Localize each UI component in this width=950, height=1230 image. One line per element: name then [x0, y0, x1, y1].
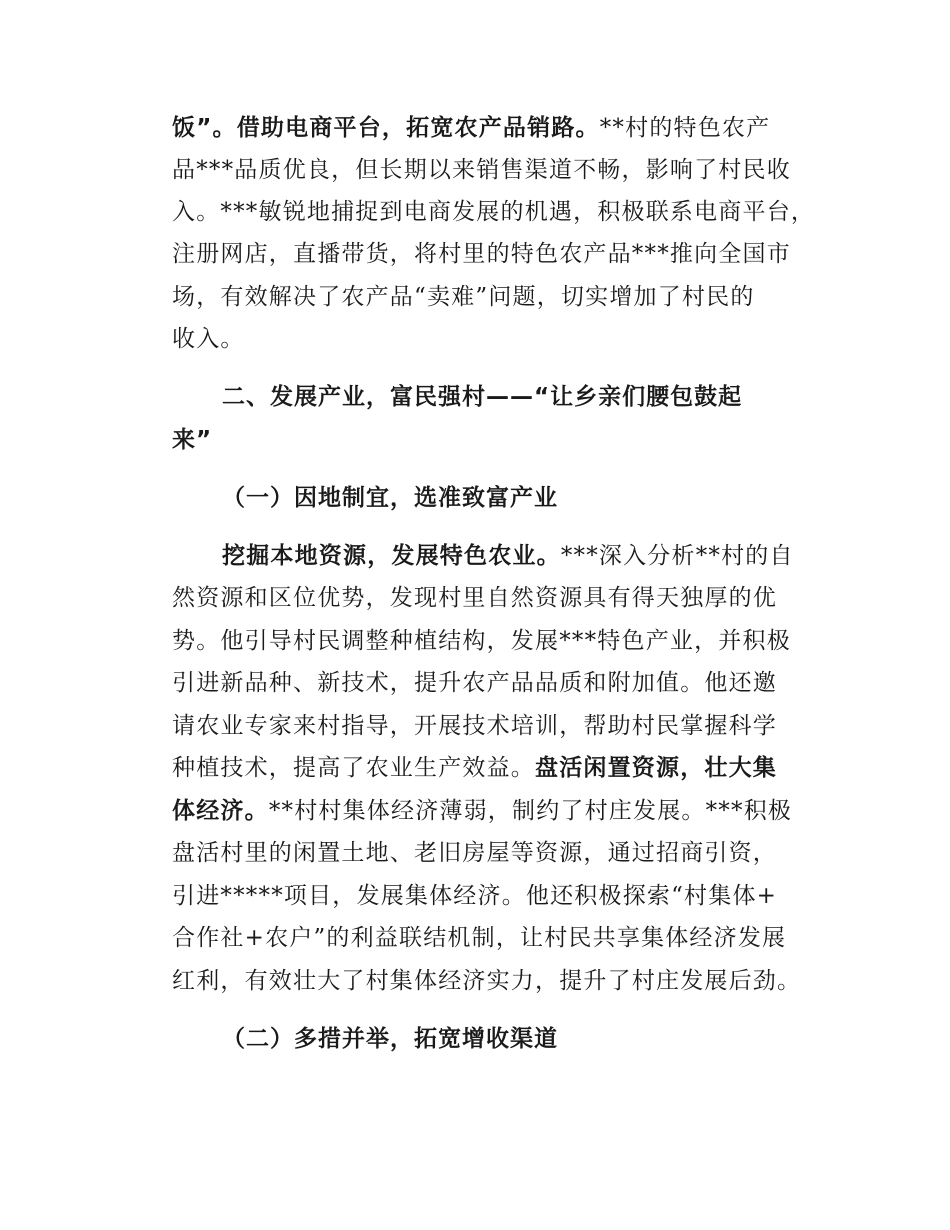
- body-text: ***深入分析**村的自: [560, 543, 794, 569]
- body-text: **村村集体经济薄弱，制约了村庄发展。***积极: [268, 798, 793, 824]
- body-text: **村的特色农产: [599, 115, 771, 141]
- paragraph-line: 势。他引导村民调整种植结构，发展***特色产业，并积极: [172, 628, 791, 654]
- paragraph-line: 红利，有效壮大了村集体经济实力，提升了村庄发展后劲。: [172, 968, 802, 994]
- paragraph-line: 入。***敏锐地捕捉到电商发展的机遇，积极联系电商平台，: [172, 199, 816, 225]
- paragraph-line: 引进*****项目，发展集体经济。他还积极探索“村集体+: [172, 883, 778, 909]
- paragraph-line: [172, 753, 777, 783]
- paragraph-line: 然资源和区位优势，发现村里自然资源具有得天独厚的优: [172, 585, 777, 611]
- section-heading: 二、发展产业，富民强村——“让乡亲们腰包鼓起: [222, 384, 743, 410]
- paragraph-line: 场，有效解决了农产品“卖难”问题，切实增加了村民的: [172, 284, 755, 310]
- subsection-heading: （一）因地制宜，选准致富产业: [222, 485, 558, 511]
- bold-lead-text: 挖掘本地资源，发展特色农业。: [222, 543, 561, 569]
- paragraph-line: 注册网店，直播带货，将村里的特色农产品***推向全国市: [172, 241, 791, 267]
- paragraph-line: 盘活村里的闲置土地、老旧房屋等资源，通过招商引资，: [172, 840, 777, 866]
- section-heading-continued: 来”: [172, 427, 213, 453]
- paragraph-line: [172, 796, 792, 826]
- bold-lead-text: 盘活闲置资源，壮大集: [535, 755, 777, 781]
- bold-lead-text: 体经济。: [172, 798, 269, 824]
- body-text: 种植技术，提高了农业生产效益。: [172, 755, 535, 781]
- paragraph-line: 引进新品种、新技术，提升农产品品质和附加值。他还邀: [172, 670, 777, 696]
- paragraph-line: [222, 541, 794, 571]
- paragraph-line: 合作社+农户”的利益联结机制，让村民共享集体经济发展: [172, 925, 787, 951]
- paragraph-line: [172, 113, 770, 143]
- paragraph-line: 品***品质优良，但长期以来销售渠道不畅，影响了村民收: [172, 157, 791, 183]
- bold-lead-text: 饭”。借助电商平台，拓宽农产品销路。: [172, 115, 600, 141]
- paragraph-line: 请农业专家来村指导，开展技术培训，帮助村民掌握科学: [172, 713, 777, 739]
- paragraph-line: 收入。: [172, 326, 245, 352]
- subsection-heading: （二）多措并举，拓宽增收渠道: [222, 1026, 558, 1052]
